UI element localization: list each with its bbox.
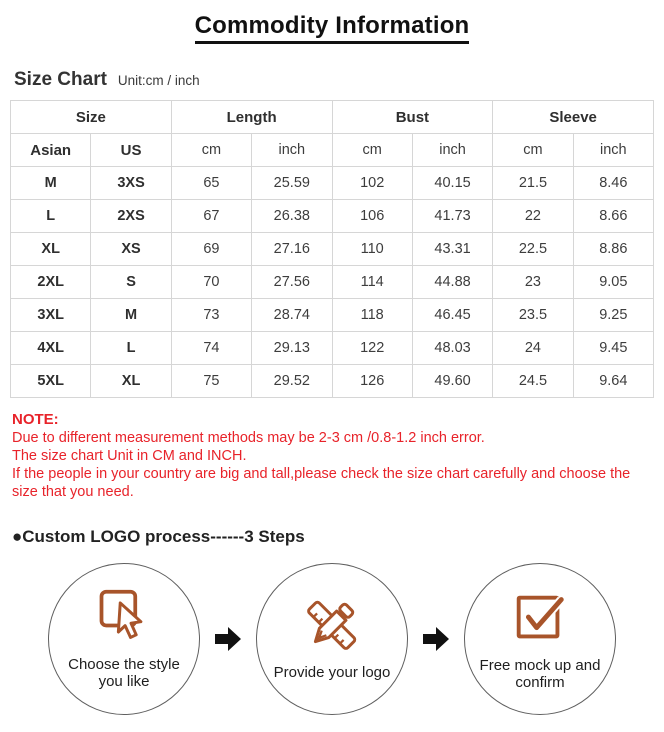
table-cell: 26.38 bbox=[252, 200, 332, 233]
table-cell: XL bbox=[91, 365, 171, 398]
sub-header-row bbox=[11, 134, 654, 167]
table-cell: 25.59 bbox=[252, 167, 332, 200]
table-row bbox=[11, 266, 654, 299]
table-cell: L bbox=[11, 200, 91, 233]
size-chart-table-head bbox=[11, 101, 654, 167]
table-cell: 8.46 bbox=[573, 167, 653, 200]
table-cell: 24 bbox=[493, 332, 573, 365]
step-label: Choose the style you like bbox=[68, 655, 180, 690]
table-cell: 3XS bbox=[91, 167, 171, 200]
table-cell: XS bbox=[91, 233, 171, 266]
table-cell: 23 bbox=[493, 266, 573, 299]
cursor-click-icon bbox=[93, 587, 155, 652]
checkbox-check-icon bbox=[508, 586, 572, 653]
table-cell: 29.13 bbox=[252, 332, 332, 365]
column-group-header: Size bbox=[11, 101, 172, 134]
column-group-header: Length bbox=[171, 101, 332, 134]
table-cell: 28.74 bbox=[252, 299, 332, 332]
table-cell: 40.15 bbox=[412, 167, 492, 200]
table-cell: XL bbox=[11, 233, 91, 266]
column-group-header: Bust bbox=[332, 101, 493, 134]
table-cell: 69 bbox=[171, 233, 251, 266]
table-cell: 114 bbox=[332, 266, 412, 299]
note-line-1: Due to different measurement methods may be 2-3 cm /0.8-1.2 inch error. bbox=[12, 430, 485, 446]
group-header-row bbox=[11, 101, 654, 134]
column-subheader: inch bbox=[573, 134, 653, 167]
column-subheader: Asian bbox=[11, 134, 91, 167]
page-header bbox=[0, 12, 664, 44]
step-provide-logo bbox=[256, 563, 408, 715]
table-cell: 27.16 bbox=[252, 233, 332, 266]
table-row bbox=[11, 233, 654, 266]
table-cell: 74 bbox=[171, 332, 251, 365]
size-table-body bbox=[11, 167, 654, 398]
step-label: Free mock up and confirm bbox=[479, 656, 601, 691]
column-subheader: cm bbox=[493, 134, 573, 167]
table-cell: 49.60 bbox=[412, 365, 492, 398]
table-cell: 23.5 bbox=[493, 299, 573, 332]
arrow-right-icon bbox=[421, 624, 451, 654]
table-cell: 65 bbox=[171, 167, 251, 200]
table-cell: 22 bbox=[493, 200, 573, 233]
table-cell: 8.66 bbox=[573, 200, 653, 233]
logo-process-heading: ●Custom LOGO process------3 Steps bbox=[12, 526, 305, 546]
column-subheader: US bbox=[91, 134, 171, 167]
arrow-right-icon bbox=[213, 624, 243, 654]
column-subheader: inch bbox=[412, 134, 492, 167]
note-section bbox=[12, 411, 652, 502]
table-cell: 46.45 bbox=[412, 299, 492, 332]
table-cell: 3XL bbox=[11, 299, 91, 332]
column-subheader: inch bbox=[252, 134, 332, 167]
table-cell: 44.88 bbox=[412, 266, 492, 299]
table-row bbox=[11, 167, 654, 200]
table-cell: 27.56 bbox=[252, 266, 332, 299]
table-cell: 126 bbox=[332, 365, 412, 398]
table-cell: 70 bbox=[171, 266, 251, 299]
size-chart-table bbox=[10, 100, 654, 398]
table-cell: 110 bbox=[332, 233, 412, 266]
table-cell: 4XL bbox=[11, 332, 91, 365]
step-free-mockup bbox=[464, 563, 616, 715]
table-cell: 67 bbox=[171, 200, 251, 233]
table-cell: 9.45 bbox=[573, 332, 653, 365]
table-cell: 21.5 bbox=[493, 167, 573, 200]
table-cell: 5XL bbox=[11, 365, 91, 398]
table-cell: 41.73 bbox=[412, 200, 492, 233]
step-label: Provide your logo bbox=[273, 664, 391, 682]
table-cell: L bbox=[91, 332, 171, 365]
size-chart-header bbox=[14, 69, 664, 91]
table-cell: 118 bbox=[332, 299, 412, 332]
table-row bbox=[11, 365, 654, 398]
pencil-ruler-icon bbox=[301, 595, 363, 660]
size-chart-title: Size Chart bbox=[14, 69, 107, 90]
table-row bbox=[11, 299, 654, 332]
column-subheader: cm bbox=[332, 134, 412, 167]
step-choose-style bbox=[48, 563, 200, 715]
table-cell: 122 bbox=[332, 332, 412, 365]
table-row bbox=[11, 200, 654, 233]
table-cell: 9.05 bbox=[573, 266, 653, 299]
table-cell: 48.03 bbox=[412, 332, 492, 365]
table-cell: M bbox=[11, 167, 91, 200]
note-line-2: The size chart Unit in CM and INCH. bbox=[12, 447, 247, 464]
table-cell: 2XS bbox=[91, 200, 171, 233]
page-title: Commodity Information bbox=[195, 12, 470, 44]
note-line-3: If the people in your country are big and tall,please check the size chart carefully and choose the size that you need. bbox=[12, 465, 631, 500]
note-label: NOTE: bbox=[12, 411, 59, 428]
table-row bbox=[11, 332, 654, 365]
size-chart-unit: Unit:cm / inch bbox=[117, 73, 200, 88]
table-cell: 8.86 bbox=[573, 233, 653, 266]
table-cell: M bbox=[91, 299, 171, 332]
table-cell: 9.64 bbox=[573, 365, 653, 398]
table-cell: 43.31 bbox=[412, 233, 492, 266]
table-cell: 29.52 bbox=[252, 365, 332, 398]
table-cell: 75 bbox=[171, 365, 251, 398]
table-cell: 24.5 bbox=[493, 365, 573, 398]
column-subheader: cm bbox=[171, 134, 251, 167]
logo-process-steps bbox=[0, 563, 664, 715]
table-cell: 22.5 bbox=[493, 233, 573, 266]
table-cell: 106 bbox=[332, 200, 412, 233]
table-cell: 102 bbox=[332, 167, 412, 200]
column-group-header: Sleeve bbox=[493, 101, 654, 134]
table-cell: 73 bbox=[171, 299, 251, 332]
table-cell: 2XL bbox=[11, 266, 91, 299]
table-cell: S bbox=[91, 266, 171, 299]
table-cell: 9.25 bbox=[573, 299, 653, 332]
